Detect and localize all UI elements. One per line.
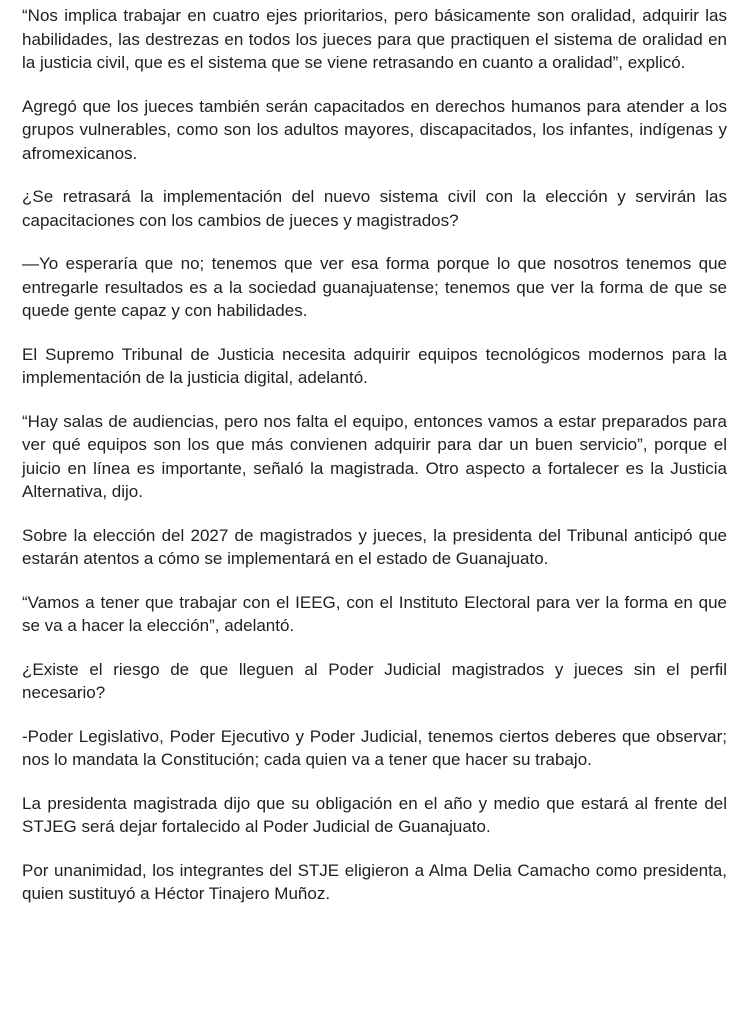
paragraph-derechos-humanos: Agregó que los jueces también serán capacitados en derechos humanos para atender a los grupos vulnerables, como son los adultos mayores, discapacitados, los infantes, indígenas y afromexicanos. <box>22 96 727 163</box>
paragraph-question-perfil: ¿Existe el riesgo de que lleguen al Poder Judicial magistrados y jueces sin el perfil necesario? <box>22 659 727 702</box>
paragraph-obligacion: La presidenta magistrada dijo que su obligación en el año y medio que estará al frente del STJEG será dejar fortalecido al Poder Judicial de Guanajuato. <box>22 793 727 836</box>
paragraph-quote-ieeg: “Vamos a tener que trabajar con el IEEG, con el Instituto Electoral para ver la forma en que se va a hacer la elección”, adelantó. <box>22 592 727 635</box>
paragraph-unanimidad: Por unanimidad, los integrantes del STJE eligieron a Alma Delia Camacho como presidenta, quien sustituyó a Héctor Tinajero Muñoz. <box>22 860 727 903</box>
paragraph-quote-salas: “Hay salas de audiencias, pero nos falta el equipo, entonces vamos a estar preparados para ver qué equipos son los que más convienen adquirir para dar un buen servicio”, porque el juicio en línea es importante, señaló la magistrada. Otro aspecto a fortalecer es la Justicia Alternativa, dijo. <box>22 411 727 501</box>
paragraph-eleccion-2027: Sobre la elección del 2027 de magistrados y jueces, la presidenta del Tribunal anticipó que estarán atentos a cómo se implementará en el estado de Guanajuato. <box>22 525 727 568</box>
paragraph-answer-perfil: -Poder Legislativo, Poder Ejecutivo y Poder Judicial, tenemos ciertos deberes que observar; nos lo mandata la Constitución; cada quien va a tener que hacer su trabajo. <box>22 726 727 769</box>
paragraph-question-retraso: ¿Se retrasará la implementación del nuevo sistema civil con la elección y servirán las capacitaciones con los cambios de jueces y magistrados? <box>22 187 727 230</box>
paragraph-equipos-tecnologicos: El Supremo Tribunal de Justicia necesita adquirir equipos tecnológicos modernos para la implementación de la justicia digital, adelantó. <box>22 344 727 387</box>
paragraph-quote-ejes: “Nos implica trabajar en cuatro ejes prioritarios, pero básicamente son oralidad, adquirir las habilidades, las destrezas en todos los jueces para que practiquen el sistema de oralidad en la justicia civil, que es el sistema que se viene retrasando en cuanto a oralidad”, explicó. <box>22 6 727 72</box>
paragraph-answer-retraso: —Yo esperaría que no; tenemos que ver esa forma porque lo que nosotros tenemos que entregarle resultados es a la sociedad guanajuatense; tenemos que ver la forma de que se quede gente capaz y con habilidades. <box>22 254 727 320</box>
